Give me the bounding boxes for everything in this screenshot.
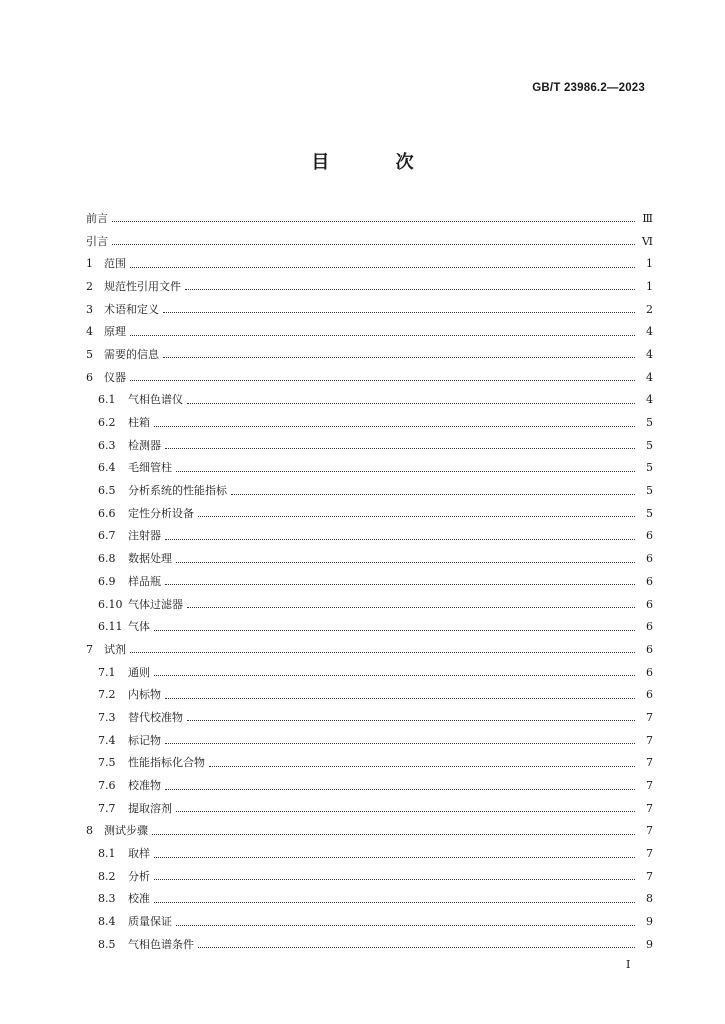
dot-leader xyxy=(165,447,635,449)
toc-entry-page: 5 xyxy=(646,484,653,498)
toc-entry-label: 分析 xyxy=(128,869,150,883)
dot-leader xyxy=(187,606,635,608)
toc-entry-label: 气相色谱仪 xyxy=(128,393,183,407)
toc-entry-page: 7 xyxy=(646,756,653,770)
toc-entry-page: 7 xyxy=(646,710,653,724)
toc-entry-label: 前言 xyxy=(86,211,108,225)
toc-entry-label: 测试步骤 xyxy=(104,824,148,838)
dot-leader xyxy=(176,924,635,926)
toc-entry-label: 术语和定义 xyxy=(104,302,159,316)
toc-entry-label: 注射器 xyxy=(128,529,161,543)
toc-entry-number: 7.4 xyxy=(98,733,116,747)
toc-entry-page: 8 xyxy=(646,892,653,906)
toc-entry-number: 2 xyxy=(86,279,93,293)
toc-entry-page: 6 xyxy=(646,552,653,566)
dot-leader xyxy=(187,719,635,721)
toc-entry-page: 6 xyxy=(646,529,653,543)
toc-entry-page: 5 xyxy=(646,438,653,452)
toc-entry[interactable] xyxy=(86,706,653,729)
toc-entry-page: 4 xyxy=(646,347,653,361)
toc-entry-number: 8 xyxy=(86,824,93,838)
toc-entry-number: 7.7 xyxy=(98,801,116,815)
dot-leader xyxy=(112,243,635,245)
toc-entry[interactable] xyxy=(86,593,653,616)
toc-entry-number: 6.6 xyxy=(98,506,116,520)
toc-entry[interactable] xyxy=(86,252,653,275)
dot-leader xyxy=(154,901,635,903)
dot-leader xyxy=(152,833,635,835)
toc-entry-label: 柱箱 xyxy=(128,416,150,430)
toc-entry-page: 4 xyxy=(646,393,653,407)
toc-entry[interactable] xyxy=(86,842,653,865)
toc-entry[interactable] xyxy=(86,865,653,888)
dot-leader xyxy=(176,561,635,563)
toc-entry[interactable] xyxy=(86,933,653,956)
toc-entry-number: 8.2 xyxy=(98,869,116,883)
toc-entry[interactable] xyxy=(86,774,653,797)
toc-entry-page: 5 xyxy=(646,461,653,475)
toc-entry-number: 7.3 xyxy=(98,710,116,724)
toc-entry[interactable] xyxy=(86,207,653,230)
dot-leader xyxy=(130,334,635,336)
toc-entry-label: 需要的信息 xyxy=(104,347,159,361)
toc-entry-page: 5 xyxy=(646,416,653,430)
table-of-contents xyxy=(86,207,653,956)
dot-leader xyxy=(198,946,635,948)
toc-entry-page: 5 xyxy=(646,506,653,520)
toc-entry-number: 8.1 xyxy=(98,847,116,861)
toc-entry[interactable] xyxy=(86,797,653,820)
toc-entry[interactable] xyxy=(86,320,653,343)
toc-entry-label: 内标物 xyxy=(128,688,161,702)
toc-entry-number: 6.3 xyxy=(98,438,116,452)
dot-leader xyxy=(187,402,635,404)
dot-leader xyxy=(231,493,635,495)
toc-entry-label: 通则 xyxy=(128,665,150,679)
toc-entry-number: 6.9 xyxy=(98,574,116,588)
toc-entry-number: 6.5 xyxy=(98,484,116,498)
toc-entry[interactable] xyxy=(86,547,653,570)
dot-leader xyxy=(185,288,635,290)
toc-entry[interactable] xyxy=(86,910,653,933)
toc-entry-number: 8.4 xyxy=(98,915,116,929)
dot-leader xyxy=(112,220,635,222)
toc-entry[interactable] xyxy=(86,570,653,593)
toc-entry-number: 7.1 xyxy=(98,665,116,679)
toc-entry-number: 7 xyxy=(86,642,93,656)
dot-leader xyxy=(130,379,635,381)
toc-entry[interactable] xyxy=(86,502,653,525)
toc-entry-label: 样品瓶 xyxy=(128,574,161,588)
toc-entry-page: 4 xyxy=(646,325,653,339)
toc-entry-number: 7.6 xyxy=(98,779,116,793)
toc-entry-number: 3 xyxy=(86,302,93,316)
toc-entry-label: 提取溶剂 xyxy=(128,801,172,815)
toc-entry-label: 质量保证 xyxy=(128,915,172,929)
toc-entry-page: 7 xyxy=(646,824,653,838)
toc-entry[interactable] xyxy=(86,275,653,298)
toc-entry-number: 5 xyxy=(86,347,93,361)
toc-entry-label: 分析系统的性能指标 xyxy=(128,484,227,498)
toc-entry-number: 4 xyxy=(86,325,93,339)
dot-leader xyxy=(163,356,635,358)
dot-leader xyxy=(154,629,635,631)
toc-entry-page: 2 xyxy=(646,302,653,316)
toc-entry-label: 气相色谱条件 xyxy=(128,937,194,951)
toc-entry-number: 6.8 xyxy=(98,552,116,566)
dot-leader xyxy=(163,311,635,313)
toc-entry-label: 替代校准物 xyxy=(128,710,183,724)
toc-entry-page: 6 xyxy=(646,620,653,634)
toc-entry-page: 7 xyxy=(646,733,653,747)
toc-entry-label: 范围 xyxy=(104,257,126,271)
toc-entry-page: 6 xyxy=(646,597,653,611)
toc-entry[interactable] xyxy=(86,752,653,775)
page-title: 目 次 xyxy=(311,152,444,173)
dot-leader xyxy=(165,538,635,540)
dot-leader xyxy=(209,765,635,767)
dot-leader xyxy=(176,470,635,472)
toc-entry-page: 6 xyxy=(646,688,653,702)
toc-entry-label: 数据处理 xyxy=(128,552,172,566)
dot-leader xyxy=(154,674,635,676)
toc-entry-label: 标记物 xyxy=(128,733,161,747)
toc-entry-page: 9 xyxy=(646,915,653,929)
dot-leader xyxy=(165,742,635,744)
toc-entry-page: 7 xyxy=(646,869,653,883)
toc-entry-number: 6.1 xyxy=(98,393,116,407)
dot-leader xyxy=(154,425,635,427)
toc-entry[interactable] xyxy=(86,230,653,253)
toc-entry[interactable] xyxy=(86,525,653,548)
toc-entry-page: 1 xyxy=(646,279,653,293)
toc-entry-label: 校准 xyxy=(128,892,150,906)
toc-entry-label: 气体过滤器 xyxy=(128,597,183,611)
toc-entry-page: 7 xyxy=(646,801,653,815)
toc-entry[interactable] xyxy=(86,661,653,684)
dot-leader xyxy=(176,810,635,812)
toc-entry-label: 校准物 xyxy=(128,779,161,793)
toc-entry[interactable] xyxy=(86,888,653,911)
toc-entry-number: 6.10 xyxy=(98,597,123,611)
toc-entry-page: 6 xyxy=(646,574,653,588)
toc-entry-label: 检测器 xyxy=(128,438,161,452)
toc-entry-label: 定性分析设备 xyxy=(128,506,194,520)
dot-leader xyxy=(130,266,635,268)
toc-entry-number: 8.3 xyxy=(98,892,116,906)
toc-entry-label: 规范性引用文件 xyxy=(104,279,181,293)
toc-entry[interactable] xyxy=(86,343,653,366)
toc-entry[interactable] xyxy=(86,411,653,434)
toc-entry[interactable] xyxy=(86,457,653,480)
toc-entry-page: 7 xyxy=(646,847,653,861)
toc-entry-page: 7 xyxy=(646,779,653,793)
toc-entry-label: 试剂 xyxy=(104,642,126,656)
toc-entry[interactable] xyxy=(86,729,653,752)
toc-entry[interactable] xyxy=(86,389,653,412)
dot-leader xyxy=(130,651,635,653)
toc-entry-page: 4 xyxy=(646,370,653,384)
page-number: Ⅰ xyxy=(626,958,631,971)
toc-entry-number: 1 xyxy=(86,257,93,271)
document-code: GB/T 23986.2—2023 xyxy=(532,82,645,94)
toc-entry[interactable] xyxy=(86,479,653,502)
toc-entry-number: 6.11 xyxy=(98,620,123,634)
toc-entry[interactable] xyxy=(86,638,653,661)
toc-entry-number: 6.4 xyxy=(98,461,116,475)
toc-entry-page: 1 xyxy=(646,257,653,271)
toc-entry-page: Ⅲ xyxy=(642,211,653,225)
dot-leader xyxy=(165,697,635,699)
toc-entry-page: 6 xyxy=(646,665,653,679)
toc-entry-label: 引言 xyxy=(86,234,108,248)
toc-entry-page: 9 xyxy=(646,937,653,951)
dot-leader xyxy=(154,878,635,880)
toc-entry-label: 毛细管柱 xyxy=(128,461,172,475)
toc-entry-label: 取样 xyxy=(128,847,150,861)
toc-entry[interactable] xyxy=(86,366,653,389)
toc-entry-number: 6.7 xyxy=(98,529,116,543)
toc-entry[interactable] xyxy=(86,820,653,843)
toc-entry[interactable] xyxy=(86,615,653,638)
dot-leader xyxy=(154,856,635,858)
toc-entry[interactable] xyxy=(86,683,653,706)
toc-entry-page: 6 xyxy=(646,642,653,656)
toc-entry-number: 8.5 xyxy=(98,937,116,951)
toc-entry-label: 气体 xyxy=(128,620,150,634)
toc-entry-page: Ⅵ xyxy=(641,234,653,248)
toc-entry-number: 7.2 xyxy=(98,688,116,702)
toc-entry-label: 原理 xyxy=(104,325,126,339)
toc-entry-number: 7.5 xyxy=(98,756,116,770)
toc-entry-number: 6.2 xyxy=(98,416,116,430)
dot-leader xyxy=(165,788,635,790)
toc-entry-number: 6 xyxy=(86,370,93,384)
toc-entry-label: 仪器 xyxy=(104,370,126,384)
toc-entry[interactable] xyxy=(86,434,653,457)
dot-leader xyxy=(165,583,635,585)
toc-entry-label: 性能指标化合物 xyxy=(128,756,205,770)
dot-leader xyxy=(198,515,635,517)
toc-entry[interactable] xyxy=(86,298,653,321)
